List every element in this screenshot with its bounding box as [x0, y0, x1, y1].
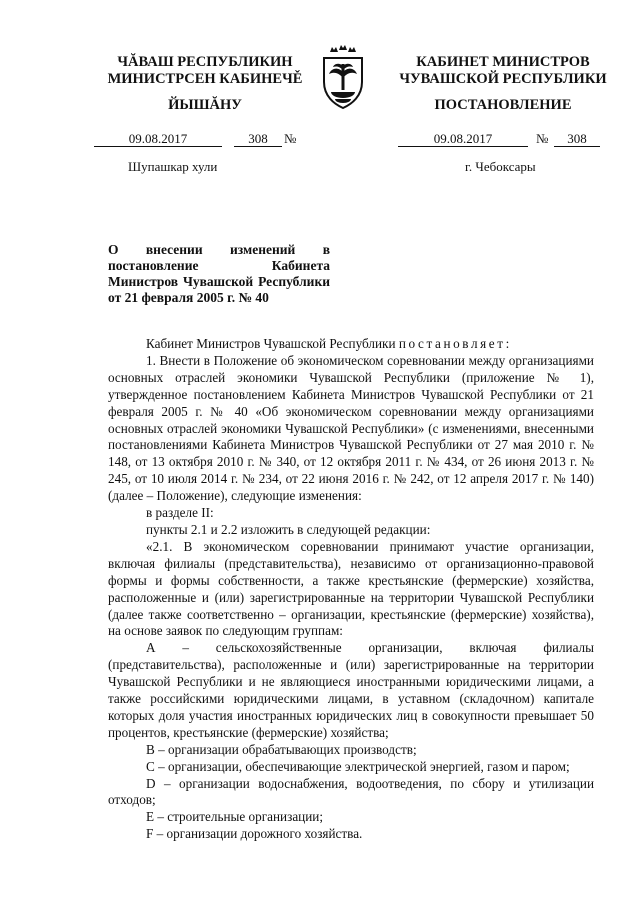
chuvashia-coat-of-arms-icon	[318, 44, 368, 110]
intro-verb: постановляет:	[398, 336, 512, 351]
left-header	[80, 54, 330, 88]
right-header-line2: ЧУВАШСКОЙ РЕСПУБЛИКИ	[399, 71, 607, 87]
intro-paragraph	[108, 336, 594, 353]
document-subject: О внесении изменений в постановление Кабинета Министров Чувашской Республики от 21 февраля 2005 г. № 40	[108, 242, 330, 305]
left-number-row	[94, 131, 324, 147]
left-date: 09.08.2017	[94, 131, 222, 147]
paragraph-2: в разделе II:	[146, 505, 214, 521]
place-left: Шупашкар хули	[128, 159, 218, 174]
paragraph-group-a: А – сельскохозяйственные организации, включая филиалы (представительства), расположенные и (или) зарегистрированные на территории Чувашской Республики и не являющиеся иностранными юридическими лицами, а также российскими юридическими лицами, в уставном (складочном) капитале которых доля участия иностранных юридических лиц в совокупности превышает 50 процентов, крестьянские (фермерские) хозяйства;	[108, 640, 594, 740]
place-right: г. Чебоксары	[465, 159, 536, 174]
paragraph-group-d: D – организации водоснабжения, водоотведения, по сбору и утилизации отходов;	[108, 775, 594, 808]
left-number: 308	[234, 131, 282, 147]
right-header-line1: КАБИНЕТ МИНИСТРОВ	[416, 54, 590, 70]
document-body	[108, 336, 594, 843]
paragraph-4: «2.1. В экономическом соревновании принимают участие организации, включая филиалы (представительства), независимо от организационно-правовой формы и формы собственности, а также крестьянские (фермерские) хозяйства, расположенные и (или) зарегистрированные на территории Чувашской Республики (далее также соответственно – организации, крестьянские (фермерские) хозяйства), на основе заявок по следующим группам:	[108, 538, 594, 639]
left-header-line2: МИНИСТРСЕН КАБИНЕЧĚ	[107, 71, 303, 87]
paragraph-group-e: Е – строительные организации;	[146, 809, 324, 825]
right-date: 09.08.2017	[398, 131, 528, 147]
right-doc-type: ПОСТАНОВЛЕНИЕ	[434, 97, 572, 113]
right-header	[378, 54, 628, 88]
paragraph-group-c: С – организации, обеспечивающие электрической энергией, газом и паром;	[146, 758, 570, 774]
left-doc-type: ЙЫШĂНУ	[168, 97, 242, 113]
paragraph-group-f: F – организации дорожного хозяйства.	[146, 826, 363, 842]
paragraph-1: 1. Внести в Положение об экономическом соревновании между организациями основных отраслей экономики Чувашской Республики (приложение № 1), утвержденное постановлением Кабинета Министров Чувашской Республики от 21 февраля 2005 г. № 40 «Об экономическом соревновании между организациями основных отраслей экономики Чувашской Республики» (с изменениями, внесенными постановлениями Кабинета Министров Чувашской Республики от 27 мая 2010 г. № 148, от 13 октября 2010 г. № 340, от 12 октября 2011 г. № 434, от 26 июня 2013 г. № 245, от 10 июля 2014 г. № 234, от 22 июня 2016 г. № 242, от 12 апреля 2017 г. № 140) (далее – Положение), следующие изменения:	[108, 352, 594, 504]
right-number-sign: №	[536, 131, 549, 146]
paragraph-group-b: В – организации обрабатывающих производств;	[146, 741, 417, 757]
left-number-sign: №	[284, 131, 297, 146]
right-number: 308	[554, 131, 600, 147]
right-number-row	[398, 131, 628, 147]
paragraph-3: пункты 2.1 и 2.2 изложить в следующей редакции:	[146, 521, 431, 537]
left-header-line1: ЧĂВАШ РЕСПУБЛИКИН	[117, 54, 293, 70]
intro-text: Кабинет Министров Чувашской Республики	[146, 336, 396, 351]
